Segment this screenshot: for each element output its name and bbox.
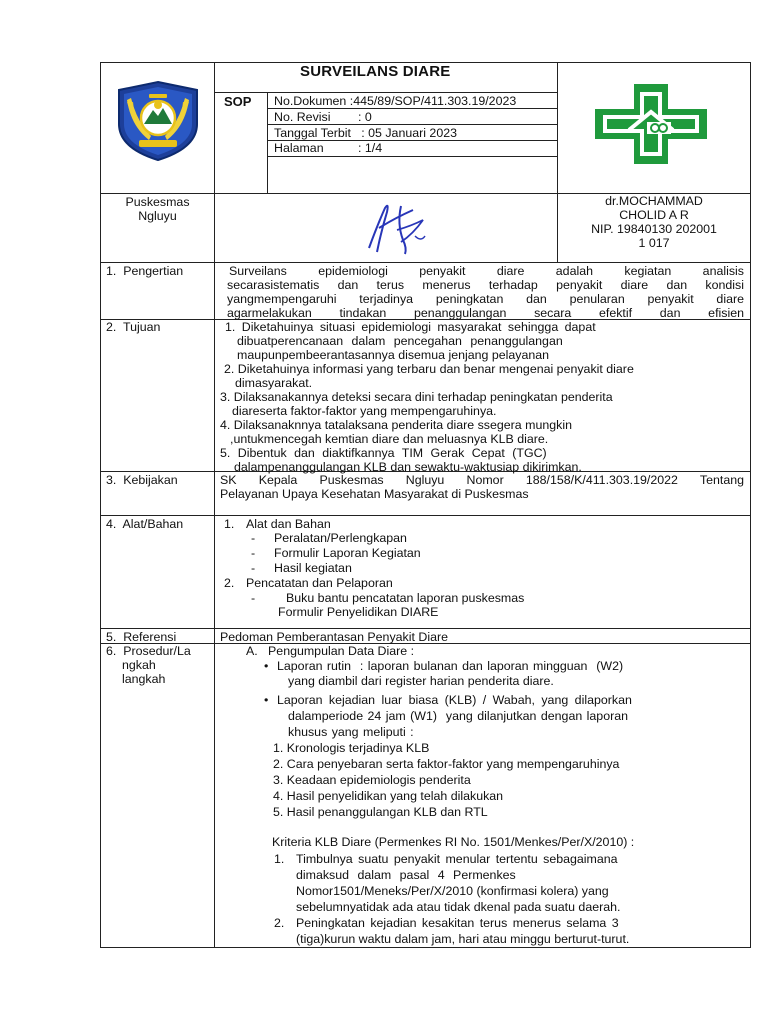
doc-page: Halaman : 1/4 <box>274 141 383 155</box>
alat-num-2: 2. <box>224 576 235 590</box>
referensi-text: Pedoman Pemberantasan Penyakit Diare <box>220 630 448 644</box>
puskesmas-logo <box>593 82 709 166</box>
tujuan-4b: ,untukmencegah kemtian diare dan meluasnya KLB diare. <box>230 432 549 446</box>
kriteria-heading: Kriteria KLB Diare (Permenkes RI No. 1501/Menkes/Per/X/2010) : <box>272 835 635 849</box>
kriteria-1-line-2: dimaksud dalam pasal 4 Permenkes <box>296 868 516 882</box>
alat-heading-1: Alat dan Bahan <box>246 517 331 531</box>
label-alat-bahan: 4. Alat/Bahan <box>106 517 184 531</box>
doc-issue-date: Tanggal Terbit : 05 Januari 2023 <box>274 126 458 140</box>
alat-dash-1: - <box>251 531 256 545</box>
bullet-1-line-2: yang diambil dari register harian penderita diare. <box>288 674 554 688</box>
alat-item-4: Buku bantu pencatatan laporan puskesmas <box>286 591 525 605</box>
tujuan-2b: dimasyarakat. <box>235 376 313 390</box>
alat-item-3: Hasil kegiatan <box>274 561 352 575</box>
bullet-1: • <box>264 659 269 673</box>
kriteria-1-num: 1. <box>274 852 285 866</box>
alat-dash-2: - <box>251 546 256 560</box>
title-divider <box>214 92 558 93</box>
kriteria-2-num: 2. <box>274 916 285 930</box>
label-referensi: 5. Referensi <box>106 630 177 644</box>
kriteria-1-line-4: sebelumnyatidak ada atau tidak dkenal pada suatu daerah. <box>296 900 621 914</box>
tujuan-5b: dalampenanggulangan KLB dan sewaktu-waktusiap dikirimkan. <box>234 460 582 474</box>
bullet-2: • <box>264 693 269 707</box>
org-name: Puskesmas Ngluyu <box>125 195 190 223</box>
bullet-2-line-2: dalamperiode 24 jam (W1) yang dilanjutkan dengan laporan <box>288 709 629 723</box>
sop-label: SOP <box>224 94 252 109</box>
alat-dash-4: - <box>251 591 256 605</box>
prosedur-a-heading: A. Pengumpulan Data Diare : <box>246 644 415 658</box>
doc-number: No.Dokumen :445/89/SOP/411.303.19/2023 <box>274 94 517 108</box>
kriteria-1-line-1: Timbulnya suatu penyakit menular tertentu sebagaimana <box>296 852 618 866</box>
tujuan-1c: maupunpembeerantasannya disemua jenjang pelayanan <box>237 348 550 362</box>
tujuan-1b: dibuatperencanaan dalam pencegahan penanggulangan <box>237 334 563 348</box>
row-divider-sign <box>100 262 751 263</box>
signature <box>355 196 435 258</box>
doc-row-divider-1 <box>267 108 558 109</box>
page-title: SURVEILANS DIARE <box>300 63 451 80</box>
pengertian-text: Surveilans epidemiologi penyakit diare adalah kegiatan analisis secarasistematis dan terus menerus terhadap penyakit diare dan kondisi yangmempengaruhi terjadinya peningkatan dan penularan penyakit diare agarmelakukan tindakan penanggulangan secara efektif dan efisien <box>227 264 744 320</box>
list-item-2: 2. Cara penyebaran serta faktor-faktor yang mempengaruhinya <box>273 757 620 771</box>
tujuan-4a: 4. Dilaksanaknnya tatalaksana penderita diare ssegera mungkin <box>220 418 572 432</box>
official-signatory: dr.MOCHAMMAD CHOLID A R NIP. 19840130 202001 1 017 <box>591 194 717 250</box>
bullet-2-line-3: khusus yang meliputi : <box>288 725 414 739</box>
alat-heading-2: Pencatatan dan Pelaporan <box>246 576 393 590</box>
kebijakan-text: SK Kepala Puskesmas Ngluyu Nomor 188/158/K/411.303.19/2022 Tentang Pelayanan Upaya Kesehatan Masyarakat di Puskesmas <box>220 473 744 501</box>
kriteria-1-line-3: Nomor1501/Meneks/Per/X/2010 (konfirmasi kolera) yang <box>296 884 609 898</box>
doc-row-divider-4 <box>267 156 558 157</box>
alat-item-1: Peralatan/Perlengkapan <box>274 531 407 545</box>
alat-extra: Formulir Penyelidikan DIARE <box>278 605 439 619</box>
regional-emblem <box>113 80 203 162</box>
doc-row-divider-2 <box>267 124 558 125</box>
list-item-4: 4. Hasil penyelidikan yang telah dilakukan <box>273 789 504 803</box>
alat-dash-3: - <box>251 561 256 575</box>
label-kebijakan: 3. Kebijakan <box>106 473 178 487</box>
alat-item-2: Formulir Laporan Kegiatan <box>274 546 421 560</box>
doc-revision: No. Revisi : 0 <box>274 110 372 124</box>
table-border-right <box>750 62 751 948</box>
list-item-3: 3. Keadaan epidemiologis penderita <box>273 773 471 787</box>
label-prosedur: 6. Prosedur/La ngkah langkah <box>106 644 191 686</box>
row-divider-kebijakan <box>100 515 751 516</box>
row-divider-alat <box>100 628 751 629</box>
table-border-bottom <box>100 947 751 948</box>
tujuan-3b: diareserta faktor-faktor yang mempengaruhinya. <box>232 404 497 418</box>
bullet-2-line-1: Laporan kejadian luar biasa (KLB) / Wabah, yang dilaporkan <box>277 693 632 707</box>
tujuan-2a: 2. Diketahuinya informasi yang terbaru dan benar mengenai penyakit diare <box>224 362 634 376</box>
tujuan-5a: 5. Dibentuk dan diaktifkannya TIM Gerak Cepat (TGC) <box>220 446 547 460</box>
tujuan-1a: 1. Diketahuinya situasi epidemiologi masyarakat sehingga dapat <box>225 320 596 334</box>
list-item-1: 1. Kronologis terjadinya KLB <box>273 741 430 755</box>
label-tujuan: 2. Tujuan <box>106 320 161 334</box>
kriteria-2-line-1: Peningkatan kejadian kesakitan terus menerus selama 3 <box>296 916 619 930</box>
tujuan-3a: 3. Dilaksanakannya deteksi secara dini terhadap peningkatan penderita <box>220 390 613 404</box>
kriteria-2-line-2: (tiga)kurun waktu dalam jam, hari atau minggu berturut-turut. <box>296 932 630 946</box>
col-divider-1 <box>214 62 215 948</box>
label-pengertian: 1. Pengertian <box>106 264 184 278</box>
list-item-5: 5. Hasil penanggulangan KLB dan RTL <box>273 805 488 819</box>
bullet-1-line-1: Laporan rutin : laporan bulanan dan laporan mingguan (W2) <box>277 659 624 673</box>
alat-num-1: 1. <box>224 517 235 531</box>
